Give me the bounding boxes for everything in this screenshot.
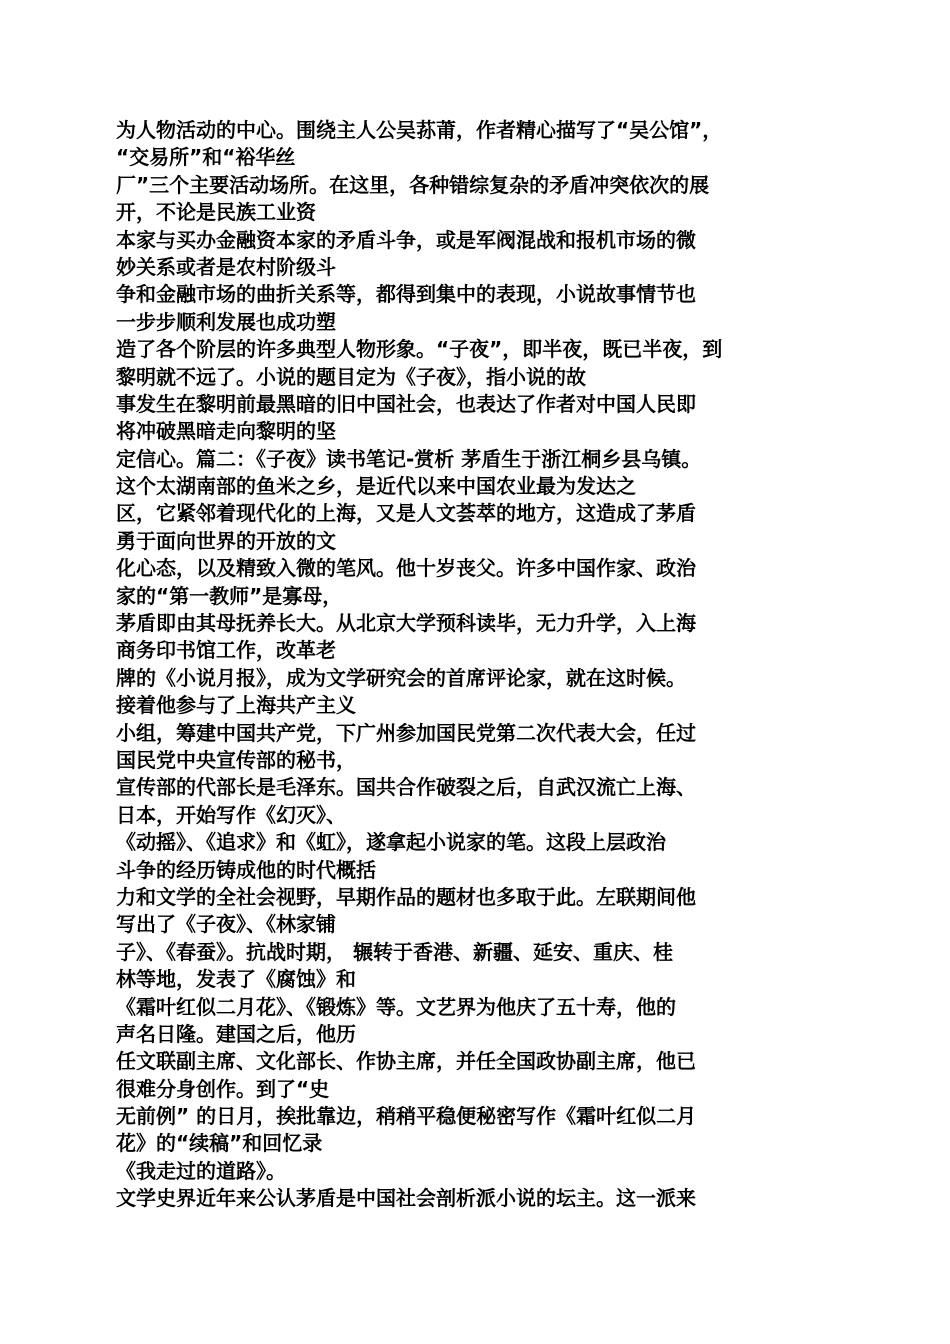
- text-line: 《霜叶红似二月花》、《锻炼》等。文艺界为他庆了五十寿，他的: [116, 994, 676, 1019]
- text-line: 花》的“续稿”和回忆录: [116, 1131, 323, 1156]
- text-line: 家的“第一教师”是寡母，: [116, 583, 343, 608]
- body-text: [116, 117, 836, 1213]
- text-line: 日本，开始写作《幻灭》、: [116, 802, 346, 827]
- text-line: 事发生在黎明前最黑暗的旧中国社会，也表达了作者对中国人民即: [116, 391, 696, 416]
- text-line: 斗争的经历铸成他的时代概括: [116, 857, 376, 882]
- text-line: 造了各个阶层的许多典型人物形象。“子夜”，即半夜，既已半夜，到: [116, 337, 723, 362]
- text-line: 很难分身创作。到了“史: [116, 1076, 330, 1101]
- text-line: 子》、《春蚕》。抗战时期， 辗转于香港、新疆、延安、重庆、桂: [116, 939, 673, 964]
- text-line: 国民党中央宣传部的秘书，: [116, 747, 356, 772]
- text-line: 定信心。篇二：《子夜》读书笔记-赏析 茅盾生于浙江桐乡县乌镇。: [116, 446, 702, 471]
- text-line: 无前例” 的日月，挨批靠边，稍稍平稳便秘密写作《霜叶红似二月: [116, 1104, 697, 1129]
- text-line: 文学史界近年来公认茅盾是中国社会剖析派小说的坛主。这一派来: [116, 1186, 696, 1211]
- text-line: 力和文学的全社会视野，早期作品的题材也多取于此。左联期间他: [116, 884, 696, 909]
- text-line: 小组，筹建中国共产党，下广州参加国民党第二次代表大会，任过: [116, 720, 696, 745]
- text-line: 写出了《子夜》、《林家铺: [116, 912, 336, 937]
- text-line: 为人物活动的中心。围绕主人公吴荪莆，作者精心描写了“吴公馆”，: [116, 118, 723, 142]
- text-line: 一步步顺利发展也成功塑: [116, 309, 336, 334]
- text-line: 开，不论是民族工业资: [116, 200, 316, 225]
- text-line: 化心态，以及精致入微的笔风。他十岁丧父。许多中国作家、政治: [116, 556, 696, 581]
- text-line: 宣传部的代部长是毛泽东。国共合作破裂之后，自武汉流亡上海、: [116, 775, 696, 800]
- text-line: 争和金融市场的曲折关系等，都得到集中的表现，小说故事情节也: [116, 282, 696, 307]
- text-line: 本家与买办金融资本家的矛盾斗争，或是军阀混战和报机市场的微: [116, 227, 696, 252]
- text-line: 《我走过的道路》。: [116, 1158, 286, 1183]
- text-line: 声名日隆。建国之后，他历: [116, 1021, 356, 1046]
- text-line: 将冲破黑暗走向黎明的坚: [116, 419, 336, 444]
- text-line: 妙关系或者是农村阶级斗: [116, 254, 336, 279]
- text-line: 茅盾即由其母抚养长大。从北京大学预科读毕，无力升学，入上海: [116, 611, 696, 636]
- text-line: 牌的《小说月报》，成为文学研究会的首席评论家，就在这时候。: [116, 665, 686, 690]
- text-line: 勇于面向世界的开放的文: [116, 528, 336, 553]
- text-line: 黎明就不远了。小说的题目定为《子夜》，指小说的故: [116, 364, 586, 389]
- text-line: 《动摇》、《追求》和《虹》，遂拿起小说家的笔。这段上层政治: [116, 830, 666, 855]
- text-line: 接着他参与了上海共产主义: [116, 693, 356, 718]
- text-line: 这个太湖南部的鱼米之乡，是近代以来中国农业最为发达之: [116, 474, 636, 499]
- text-line: 林等地，发表了《腐蚀》和: [116, 967, 356, 992]
- text-line: 厂”三个主要活动场所。在这里，各种错综复杂的矛盾冲突依次的展: [116, 172, 710, 197]
- text-line: 区，它紧邻着现代化的上海，又是人文荟萃的地方，这造成了茅盾: [116, 501, 696, 526]
- text-line: 商务印书馆工作，改革老: [116, 638, 336, 663]
- text-line: “交易所”和“裕华丝: [116, 145, 296, 170]
- text-line: 任文联副主席、文化部长、作协主席，并任全国政协副主席，他已: [116, 1049, 696, 1074]
